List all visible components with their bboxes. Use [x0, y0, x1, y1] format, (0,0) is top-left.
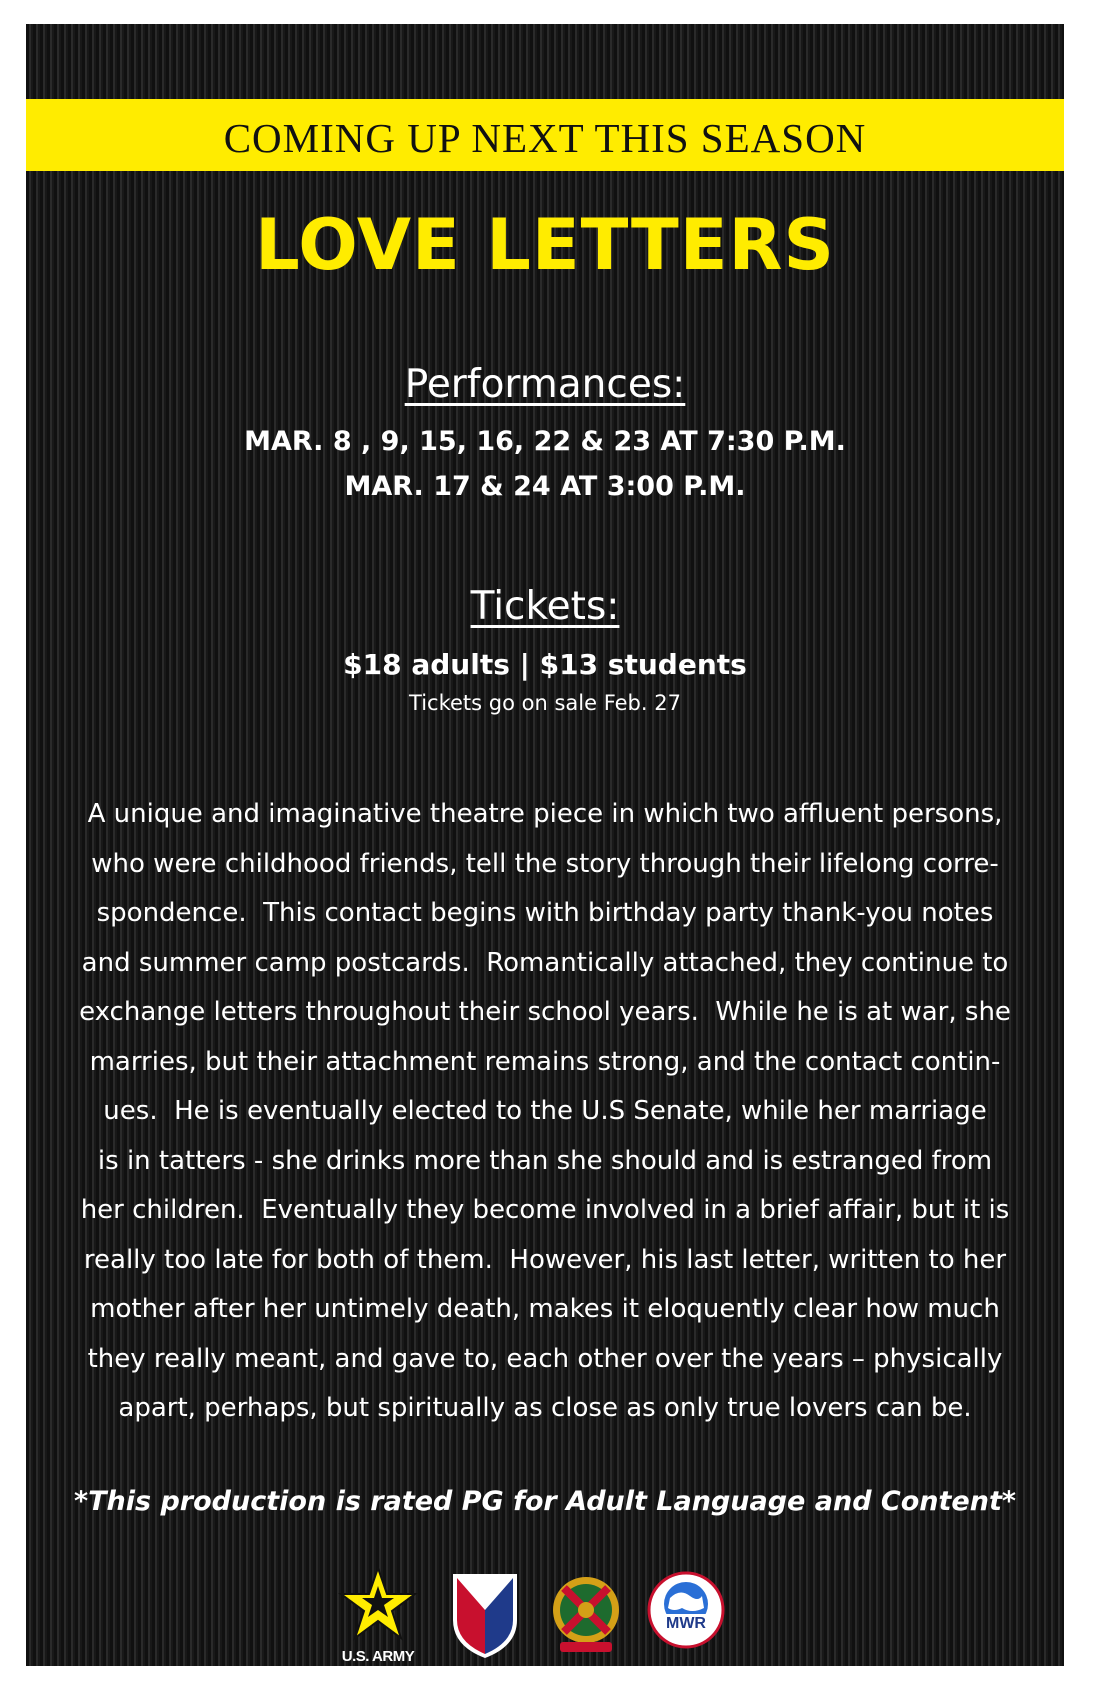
description-line: they really meant, and gave to, each other over the years – physically: [87, 1343, 1003, 1374]
imcom-shield-icon: [449, 1570, 521, 1662]
show-description: [66, 790, 1024, 1434]
poster: [26, 24, 1064, 1666]
show-title: LOVE LETTERS: [255, 204, 835, 286]
performance-dates-line: MAR. 8 , 9, 15, 16, 22 & 23 AT 7:30 P.M.: [244, 426, 846, 457]
performances-heading: Performances:: [404, 362, 686, 407]
description-line: A unique and imaginative theatre piece in which two affluent persons,: [87, 799, 1003, 829]
description-line: really too late for both of them. However, his last letter, written to her: [83, 1244, 1007, 1275]
description-line: and summer camp postcards. Romantically attached, they continue to: [81, 947, 1009, 978]
description-line: marries, but their attachment remains strong, and the contact contin-: [89, 1046, 1001, 1077]
description-line: who were childhood friends, tell the story through their lifelong corre-: [91, 848, 999, 879]
description-line: her children. Eventually they become involved in a brief affair, but it is: [80, 1195, 1010, 1225]
description-line: is in tatters - she drinks more than she should and is estranged from: [97, 1145, 993, 1176]
banner-text: COMING UP NEXT THIS SEASON: [223, 115, 867, 161]
mwr-logo-text: MWR: [666, 1615, 706, 1632]
performance-dates-line: MAR. 17 & 24 AT 3:00 P.M.: [344, 471, 746, 502]
description-line: apart, perhaps, but spiritually as close as only true lovers can be.: [118, 1393, 972, 1423]
ticket-sale-date: Tickets go on sale Feb. 27: [409, 691, 681, 715]
description-line: ues. He is eventually elected to the U.S Senate, while her marriage: [103, 1096, 987, 1126]
season-banner: [26, 99, 1064, 171]
description-line: exchange letters throughout their school years. While he is at war, she: [79, 997, 1011, 1027]
mwr-globe-icon: [646, 1570, 726, 1650]
army-logo-text: U.S. ARMY: [341, 1648, 415, 1665]
garrison-crest-icon: [546, 1572, 626, 1656]
ticket-prices: $18 adults | $13 students: [343, 648, 747, 681]
army-star-icon: [338, 1564, 418, 1644]
tickets-heading: Tickets:: [470, 584, 620, 629]
rating-note: *This production is rated PG for Adult Language and Content*: [74, 1486, 1016, 1517]
sponsor-logos: [26, 1564, 1064, 1664]
description-line: spondence. This contact begins with birthday party thank-you notes: [96, 898, 994, 928]
description-line: mother after her untimely death, makes it eloquently clear how much: [90, 1294, 1000, 1324]
